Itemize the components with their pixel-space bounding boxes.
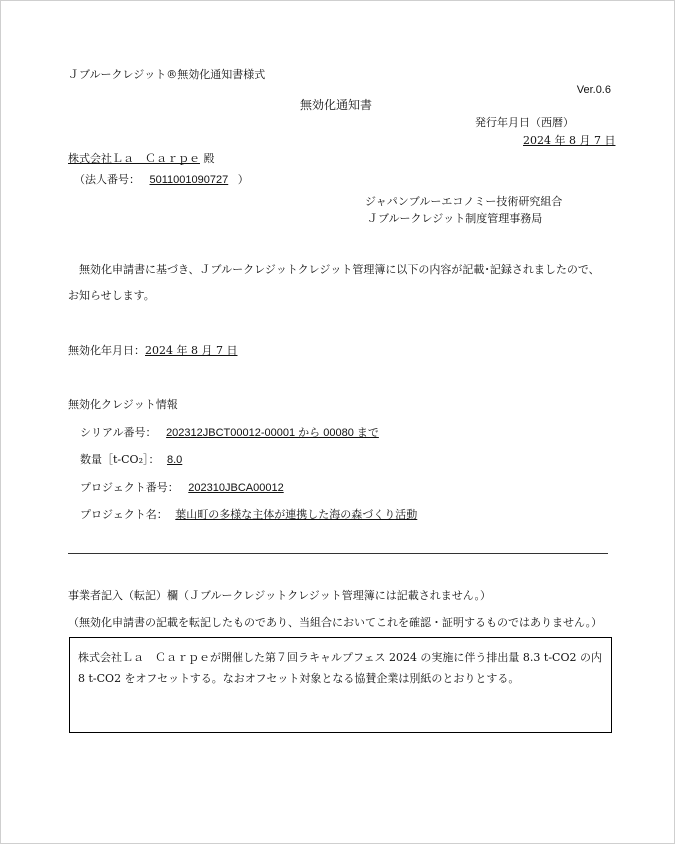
project-name-row [80,508,417,522]
body-line-1: 無効化申請書に基づき、Ｊブルークレジットクレジット管理簿に以下の内容が記載･記録されましたので、 [79,263,600,276]
corporate-number-close: ） [237,173,249,186]
quantity-label: 数量［t-CO₂］： [80,453,160,466]
project-name-value: 葉山町の多様な主体が連携した海の森づくり活動 [175,508,418,521]
issuer-office: Ｊブルークレジット制度管理事務局 [367,212,543,225]
recipient-honorific: 殿 [203,152,215,165]
operator-notes-text: 株式会社Ｌａ Ｃａｒｐｅが開催した第７回ラキャルプフェス 2024 の実施に伴う排出量 8.3 t-CO2 の内 8 t-CO2 をオフセットする。なおオフセット対象となる協賛企業は別紙のとおりとする。 [78,651,602,685]
invalidation-date-line [68,344,237,358]
serial-row [80,426,379,440]
invalidation-date-value: 2024 年 8 月 7 日 [145,344,238,357]
quantity-row [80,453,182,467]
recipient-line [68,152,215,166]
section-divider [68,553,608,554]
corporate-number-line [74,173,249,187]
recipient-company: 株式会社Ｌａ Ｃａｒｐｅ [68,152,200,165]
corporate-number: 5011001090727 [149,174,229,186]
project-number-label: プロジェクト番号： [80,481,179,494]
notes-heading: 事業者記入（転記）欄（Ｊブルークレジットクレジット管理簿には記載されません。） [68,589,491,602]
quantity-value: 8.0 [166,454,183,466]
issuer-organization: ジャパンブルーエコノミー技術研究組合 [365,195,563,208]
issue-date: 2024 年 8 月 7 日 [523,134,616,147]
notes-disclaimer: （無効化申請書の記載を転記したものであり、当組合においてこれを確認・証明するものではありません。） [68,616,603,629]
project-number-row [80,481,284,495]
serial-value: 202312JBCT00012-00001 から 00080 まで [166,427,379,439]
credit-info-heading: 無効化クレジット情報 [68,398,178,411]
issue-date-label: 発行年月日（西暦） [475,116,574,129]
corporate-number-open: （法人番号： [74,173,140,186]
project-number-value: 202310JBCA00012 [188,482,284,494]
operator-notes-box [69,637,612,733]
body-line-2: お知らせします。 [68,289,155,302]
version-label: Ver.0.6 [576,84,611,96]
invalidation-date-label: 無効化年月日： [68,344,145,357]
document-title: 無効化通知書 [300,98,373,112]
form-title: Ｊブルークレジット®無効化通知書様式 [68,68,266,81]
serial-label: シリアル番号： [80,426,157,439]
project-name-label: プロジェクト名： [80,508,168,521]
